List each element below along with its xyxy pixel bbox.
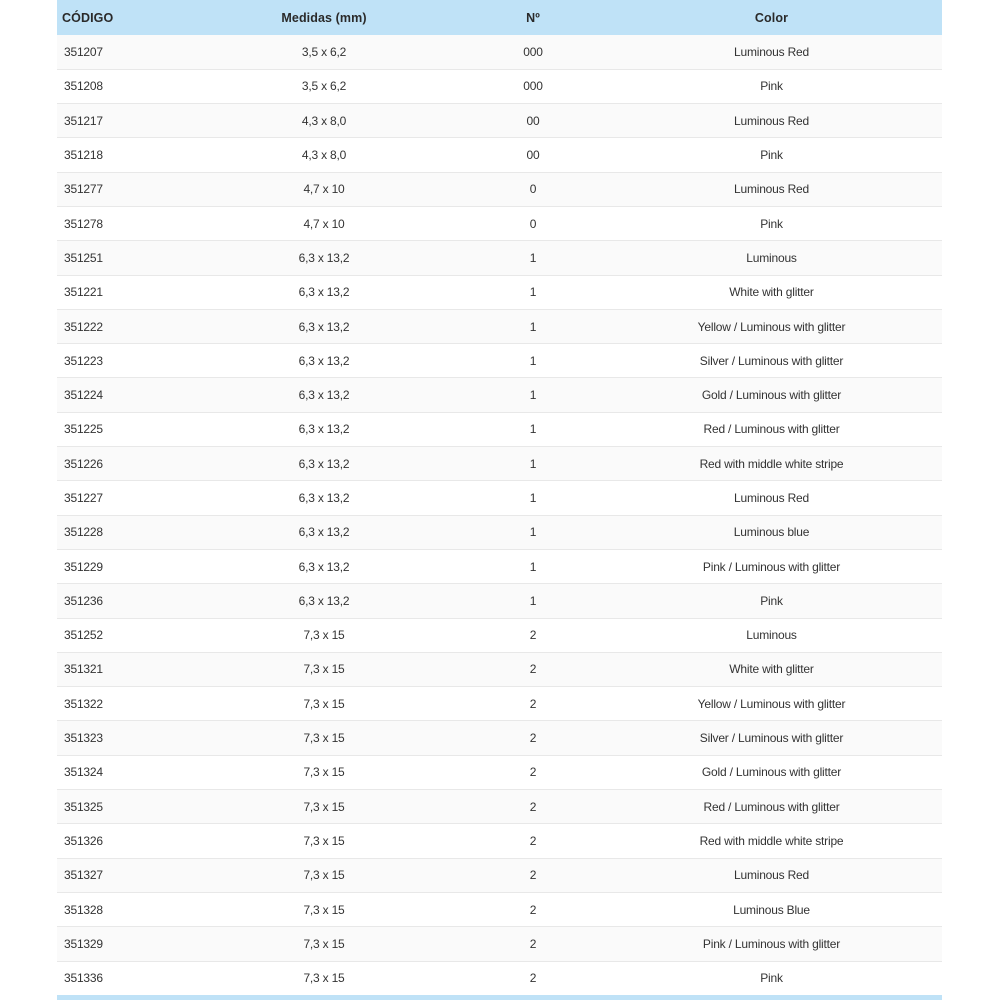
cell-color: White with glitter [729, 662, 814, 677]
cell-size: 6,3 x 13,2 [298, 491, 350, 505]
cell-size: 6,3 x 13,2 [298, 388, 350, 403]
cell-code: 351224 [64, 388, 103, 403]
cell-size: 4,3 x 8,0 [301, 148, 347, 163]
cell-code: 351326 [64, 833, 103, 848]
table-row [57, 927, 942, 961]
cell-number: 1 [529, 559, 537, 574]
cell-code: 351327 [64, 868, 103, 883]
cell-number: 000 [523, 44, 543, 59]
cell-number: 2 [529, 628, 537, 643]
cell-number: 1 [529, 456, 537, 471]
cell-number: 2 [529, 971, 537, 986]
cell-color: Luminous Red [734, 44, 809, 59]
table-row [57, 447, 942, 481]
cell-color: Luminous Red [734, 182, 809, 197]
cell-size: 6,3 x 13,2 [298, 593, 350, 608]
table-row [57, 721, 942, 755]
cell-color: Silver / Luminous with glitter [699, 731, 844, 746]
cell-size: 6,3 x 13,2 [298, 285, 350, 300]
cell-code: 351208 [64, 79, 103, 94]
cell-color: Luminous Red [734, 113, 809, 128]
cell-size: 6,3 x 13,2 [298, 525, 350, 540]
cell-color: Luminous [746, 250, 797, 265]
cell-color: Pink [760, 216, 783, 231]
table-row [57, 515, 942, 549]
cell-code: 351227 [64, 491, 103, 505]
cell-number: 000 [523, 79, 543, 94]
cell-color: Red / Luminous with glitter [703, 799, 840, 814]
cell-color: Luminous Red [734, 868, 809, 883]
cell-number: 00 [526, 113, 540, 128]
cell-color: Yellow / Luminous with glitter [697, 696, 846, 711]
cell-code: 351322 [64, 696, 103, 711]
cell-color: Luminous Red [734, 491, 809, 505]
cell-color: Pink [760, 971, 783, 986]
cell-color: Silver / Luminous with glitter [699, 353, 844, 368]
cell-code: 351329 [64, 936, 103, 951]
cell-code: 351229 [64, 559, 103, 574]
cell-color: Pink / Luminous with glitter [702, 559, 841, 574]
cell-code: 351222 [64, 319, 103, 334]
cell-code: 351321 [64, 662, 103, 677]
cell-size: 7,3 x 15 [303, 902, 345, 917]
cell-number: 1 [529, 250, 537, 265]
cell-color: Gold / Luminous with glitter [701, 765, 842, 780]
table-row [57, 549, 942, 583]
cell-color: Red / Luminous with glitter [703, 422, 840, 437]
cell-code: 351251 [64, 250, 103, 265]
cell-code: 351218 [64, 148, 103, 163]
table-row [57, 892, 942, 926]
cell-size: 3,5 x 6,2 [301, 44, 347, 59]
cell-code: 351324 [64, 765, 103, 780]
cell-size: 6,3 x 13,2 [298, 319, 350, 334]
table-row [57, 35, 942, 69]
table-body [57, 35, 942, 995]
cell-color: Red with middle white stripe [699, 456, 844, 471]
cell-code: 351225 [64, 422, 103, 437]
cell-color: Pink [760, 79, 783, 94]
cell-code: 351221 [64, 285, 103, 300]
column-header-code: CÓDIGO [62, 10, 114, 25]
cell-color: Red with middle white stripe [699, 833, 844, 848]
cell-code: 351228 [64, 525, 103, 540]
table-row [57, 755, 942, 789]
cell-number: 2 [529, 765, 537, 780]
table-row [57, 790, 942, 824]
cell-color: Pink / Luminous with glitter [702, 936, 841, 951]
cell-color: Pink [760, 593, 783, 608]
cell-size: 6,3 x 13,2 [298, 353, 350, 368]
cell-size: 4,7 x 10 [303, 182, 345, 197]
cell-color: Luminous Blue [733, 902, 810, 917]
cell-number: 1 [529, 422, 537, 437]
cell-size: 7,3 x 15 [303, 868, 345, 883]
cell-size: 4,7 x 10 [303, 216, 345, 231]
product-table [57, 0, 942, 996]
cell-size: 7,3 x 15 [303, 662, 345, 677]
cell-size: 7,3 x 15 [303, 765, 345, 780]
cell-code: 351217 [64, 113, 103, 128]
cell-number: 1 [529, 525, 537, 540]
cell-number: 1 [529, 353, 537, 368]
cell-color: Yellow / Luminous with glitter [697, 319, 846, 334]
cell-number: 2 [529, 731, 537, 746]
cell-code: 351336 [64, 971, 103, 986]
cell-size: 6,3 x 13,2 [298, 250, 350, 265]
cell-color: Luminous blue [733, 525, 810, 540]
cell-number: 2 [529, 936, 537, 951]
cell-size: 6,3 x 13,2 [298, 559, 350, 574]
cell-color: Pink [760, 148, 783, 163]
cell-size: 6,3 x 13,2 [298, 456, 350, 471]
cell-size: 3,5 x 6,2 [301, 79, 347, 94]
cell-size: 7,3 x 15 [303, 833, 345, 848]
table-row [57, 378, 942, 412]
table-row [57, 618, 942, 652]
table-row [57, 824, 942, 858]
cell-number: 0 [529, 216, 537, 231]
cell-number: 2 [529, 833, 537, 848]
cell-number: 0 [529, 182, 537, 197]
cell-size: 7,3 x 15 [303, 971, 345, 986]
table-row [57, 344, 942, 378]
cell-number: 2 [529, 902, 537, 917]
table-row [57, 309, 942, 343]
table-row [57, 241, 942, 275]
cell-number: 1 [529, 593, 537, 608]
table-row [57, 652, 942, 686]
table-footer-bar [57, 995, 942, 1000]
cell-number: 00 [526, 148, 540, 163]
cell-color: White with glitter [729, 285, 814, 300]
table-row [57, 138, 942, 172]
table-row [57, 69, 942, 103]
cell-number: 2 [529, 696, 537, 711]
cell-code: 351207 [64, 44, 103, 59]
cell-color: Luminous [746, 628, 797, 643]
cell-code: 351252 [64, 628, 103, 643]
table-row [57, 687, 942, 721]
cell-code: 351223 [64, 353, 103, 368]
cell-code: 351325 [64, 799, 103, 814]
cell-size: 7,3 x 15 [303, 799, 345, 814]
table-row [57, 275, 942, 309]
cell-code: 351328 [64, 902, 103, 917]
table-row [57, 858, 942, 892]
column-header-size: Medidas (mm) [281, 10, 367, 25]
table-row [57, 172, 942, 206]
cell-number: 2 [529, 799, 537, 814]
table-row [57, 104, 942, 138]
cell-code: 351277 [64, 182, 103, 197]
table-row [57, 412, 942, 446]
cell-size: 7,3 x 15 [303, 628, 345, 643]
column-header-color: Color [754, 10, 789, 25]
table-row [57, 584, 942, 618]
product-table-container [57, 0, 942, 996]
table-header [57, 0, 942, 35]
cell-number: 1 [529, 319, 537, 334]
cell-size: 7,3 x 15 [303, 696, 345, 711]
cell-number: 1 [529, 388, 537, 403]
cell-code: 351226 [64, 456, 103, 471]
cell-color: Gold / Luminous with glitter [701, 388, 842, 403]
cell-number: 2 [529, 868, 537, 883]
table-row [57, 961, 942, 995]
cell-size: 4,3 x 8,0 [301, 113, 347, 128]
table-row [57, 481, 942, 515]
cell-code: 351323 [64, 731, 103, 746]
cell-code: 351278 [64, 216, 103, 231]
column-header-number: Nº [526, 10, 540, 25]
table-row [57, 206, 942, 240]
cell-code: 351236 [64, 593, 103, 608]
cell-size: 7,3 x 15 [303, 936, 345, 951]
cell-size: 7,3 x 15 [303, 731, 345, 746]
cell-size: 6,3 x 13,2 [298, 422, 350, 437]
cell-number: 1 [529, 285, 537, 300]
cell-number: 2 [529, 662, 537, 677]
cell-number: 1 [529, 491, 537, 505]
table-header-row [57, 0, 942, 35]
